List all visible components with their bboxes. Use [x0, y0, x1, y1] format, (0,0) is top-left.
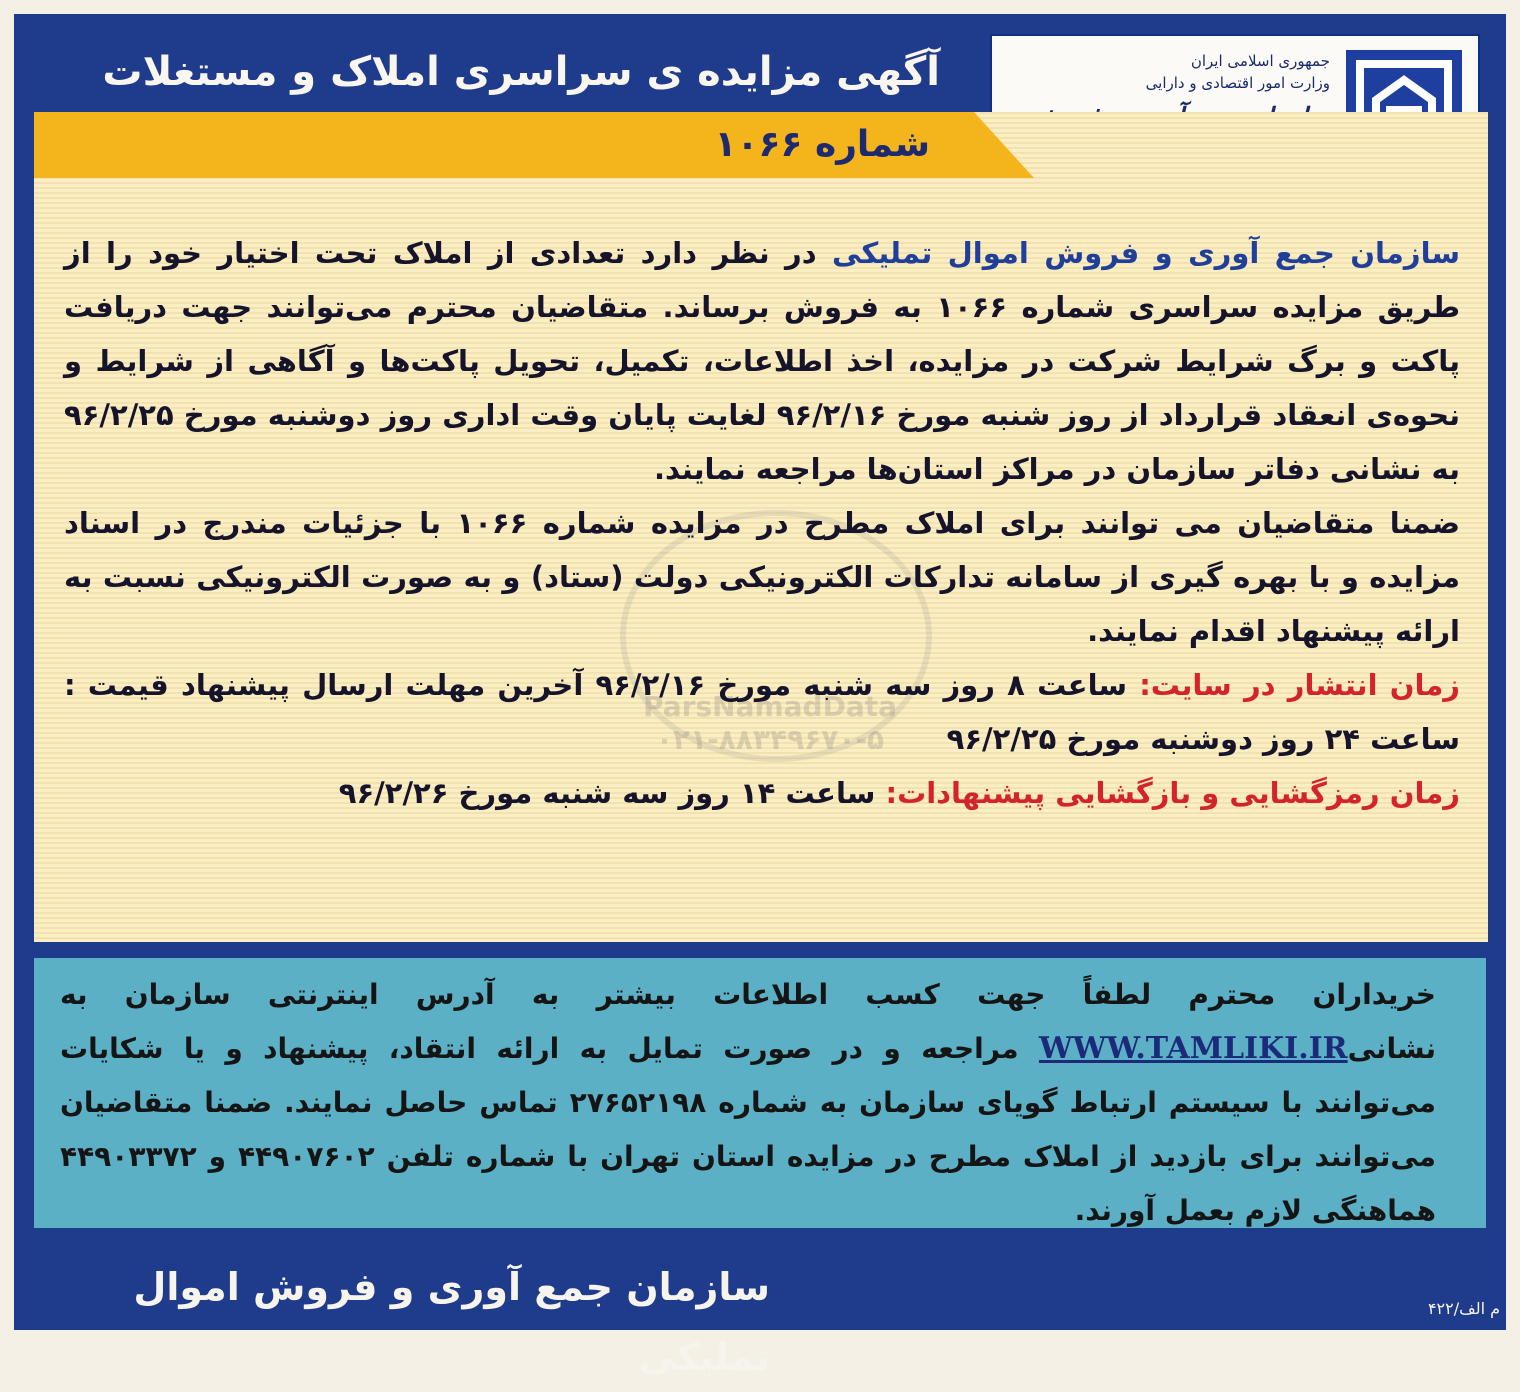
paragraph-opening-time: [64, 766, 1460, 820]
paragraph-intro-text: در نظر دارد تعدادی از املاک تحت اختیار خود را از طریق مزایده سراسری شماره ۱۰۶۶ به فروش برساند. متقاضیان محترم می‌توانند جهت دریافت پاکت و برگ شرایط شرکت در مزایده، اخذ اطلاعات، تکمیل، تحویل پاکت‌ها و آگاهی از شرایط و نحوه‌ی انعقاد قرارداد از روز شنبه مورخ ۹۶/۲/۱۶ لغایت پایان وقت اداری روز دوشنبه مورخ ۹۶/۲/۲۵ به نشانی دفاتر سازمان در مراکز استان‌ها مراجعه نمایند.: [64, 236, 1461, 486]
auction-number: شماره ۱۰۶۶: [714, 124, 930, 165]
watermark-phone: ۰۲۱-۸۸۳۴۹۶۷۰-۵: [655, 723, 885, 756]
footer-organization-name: سازمان جمع آوری و فروش اموال تملیکی: [133, 1265, 770, 1379]
announcement-text: [64, 226, 1460, 820]
contact-text-before-url: خریداران محترم لطفاً جهت کسب اطلاعات بیشتر به آدرس اینترنتی سازمان به نشانی: [60, 978, 1436, 1065]
logo-country-text: جمهوری اسلامی ایران: [1190, 52, 1330, 70]
paragraph-publish-time: [64, 658, 1460, 766]
organization-name-highlight: سازمان جمع آوری و فروش اموال تملیکی: [832, 236, 1460, 270]
contact-text-after-url: مراجعه و در صورت تمایل به ارائه انتقاد، پیشنهاد و یا شکایات می‌توانند با سیستم ارتباط گویای سازمان به شماره ۲۷۶۵۲۱۹۸ تماس حاصل نمایند. ضمنا متقاضیان می‌توانند برای بازدید از املاک مطرح در مزایده استان تهران با شماره تلفن ۴۴۹۰۷۶۰۲ و ۴۴۹۰۳۳۷۲ هماهنگی لازم بعمل آورند.: [60, 1032, 1436, 1227]
publish-time-text: ساعت ۸ روز سه شنبه مورخ ۹۶/۲/۱۶ آخرین مهلت ارسال پیشنهاد قیمت : ساعت ۲۴ روز دوشنبه مورخ ۹۶/۲/۲۵: [64, 668, 1460, 756]
paragraph-intro: [64, 226, 1460, 496]
watermark-brand: ParsNamadData: [643, 690, 897, 723]
website-link[interactable]: WWW.TAMLIKI.IR: [1038, 1031, 1348, 1066]
contact-paragraph: [60, 968, 1436, 1238]
footer-reference-code: م الف/۴۲۲: [1427, 1299, 1500, 1318]
paragraph-electronic: ضمنا متقاضیان می توانند برای املاک مطرح در مزایده شماره ۱۰۶۶ با جزئیات مندرج در اسناد مزایده و با بهره گیری از سامانه تدارکات الکترونیکی دولت (ستاد) و به صورت الکترونیکی نسبت به ارائه پیشنهاد اقدام نمایند.: [64, 506, 1460, 648]
contact-info-text: [60, 968, 1436, 1238]
logo-ministry-text: وزارت امور اقتصادی و دارایی: [1145, 74, 1330, 92]
ad-title: آگهی مزایده ی سراسری املاک و مستغلات: [102, 49, 940, 95]
publish-time-label: زمان انتشار در سایت:: [1139, 668, 1461, 702]
opening-time-text: ساعت ۱۴ روز سه شنبه مورخ ۹۶/۲/۲۶: [338, 776, 886, 810]
opening-time-label: زمان رمزگشایی و بازگشایی پیشنهادات:: [885, 776, 1460, 810]
